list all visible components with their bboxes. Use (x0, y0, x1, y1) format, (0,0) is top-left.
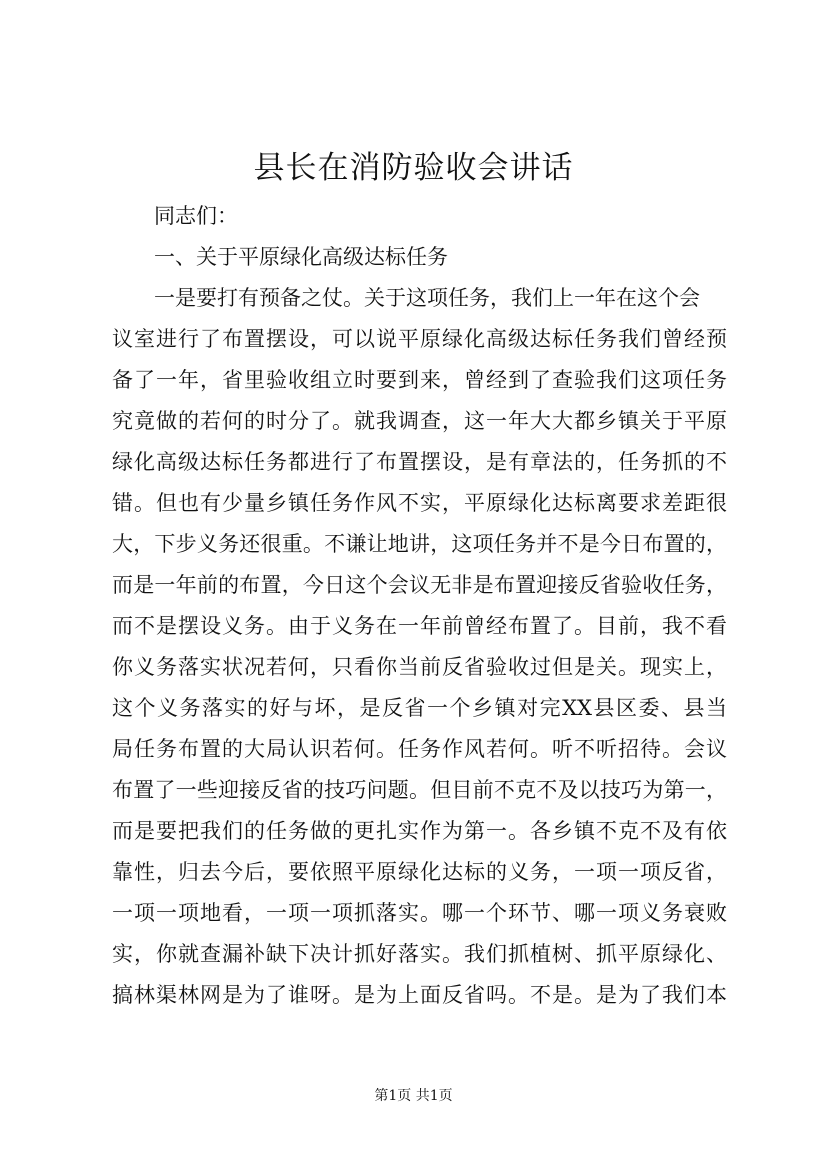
paragraph-line: 而是一年前的布置，今日这个会议无非是布置迎接反省验收任务， (112, 573, 727, 597)
paragraph-line: 搞林渠林网是为了谁呀。是为上面反省吗。不是。是为了我们本 (112, 983, 727, 1007)
paragraph-line: 靠性，归去今后，要依照平原绿化达标的义务，一项一项反省， (112, 860, 727, 884)
page-title: 县长在消防验收会讲话 (253, 150, 574, 186)
page-number-footer: 第1页 共1页 (374, 1088, 453, 1104)
paragraph-line: 一项一项地看，一项一项抓落实。哪一个环节、哪一项义务衰败 (112, 901, 727, 925)
paragraph-line: 备了一年，省里验收组立时要到来，曾经到了查验我们这项任务 (112, 368, 727, 392)
paragraph-line: 实，你就查漏补缺下决计抓好落实。我们抓植树、抓平原绿化、 (112, 942, 727, 966)
section-heading: 一、关于平原绿化高级达标任务 (154, 245, 448, 269)
paragraph-line: 局任务布置的大局认识若何。任务作风若何。听不听招待。会议 (112, 737, 727, 761)
paragraph-line: 一是要打有预备之仗。关于这项任务，我们上一年在这个会 (154, 286, 700, 310)
paragraph-line: 错。但也有少量乡镇任务作风不实，平原绿化达标离要求差距很 (112, 491, 727, 515)
paragraph-line: 而是要把我们的任务做的更扎实作为第一。各乡镇不克不及有依 (112, 819, 727, 843)
paragraph-line: 议室进行了布置摆设，可以说平原绿化高级达标任务我们曾经预 (112, 327, 727, 351)
paragraph-line: 绿化高级达标任务都进行了布置摆设，是有章法的，任务抓的不 (112, 450, 727, 474)
paragraph-line: 这个义务落实的好与坏，是反省一个乡镇对完XX县区委、县当 (112, 696, 727, 720)
paragraph-line: 你义务落实状况若何，只看你当前反省验收过但是关。现实上， (112, 655, 727, 679)
salutation-line: 同志们： (154, 204, 238, 228)
paragraph-line: 大，下步义务还很重。不谦让地讲，这项任务并不是今日布置的， (112, 532, 727, 556)
paragraph-line: 而不是摆设义务。由于义务在一年前曾经布置了。目前，我不看 (112, 614, 727, 638)
paragraph-line: 究竟做的若何的时分了。就我调查，这一年大大都乡镇关于平原 (112, 409, 727, 433)
paragraph-line: 布置了一些迎接反省的技巧问题。但目前不克不及以技巧为第一， (112, 778, 727, 802)
document-body (112, 196, 727, 1016)
